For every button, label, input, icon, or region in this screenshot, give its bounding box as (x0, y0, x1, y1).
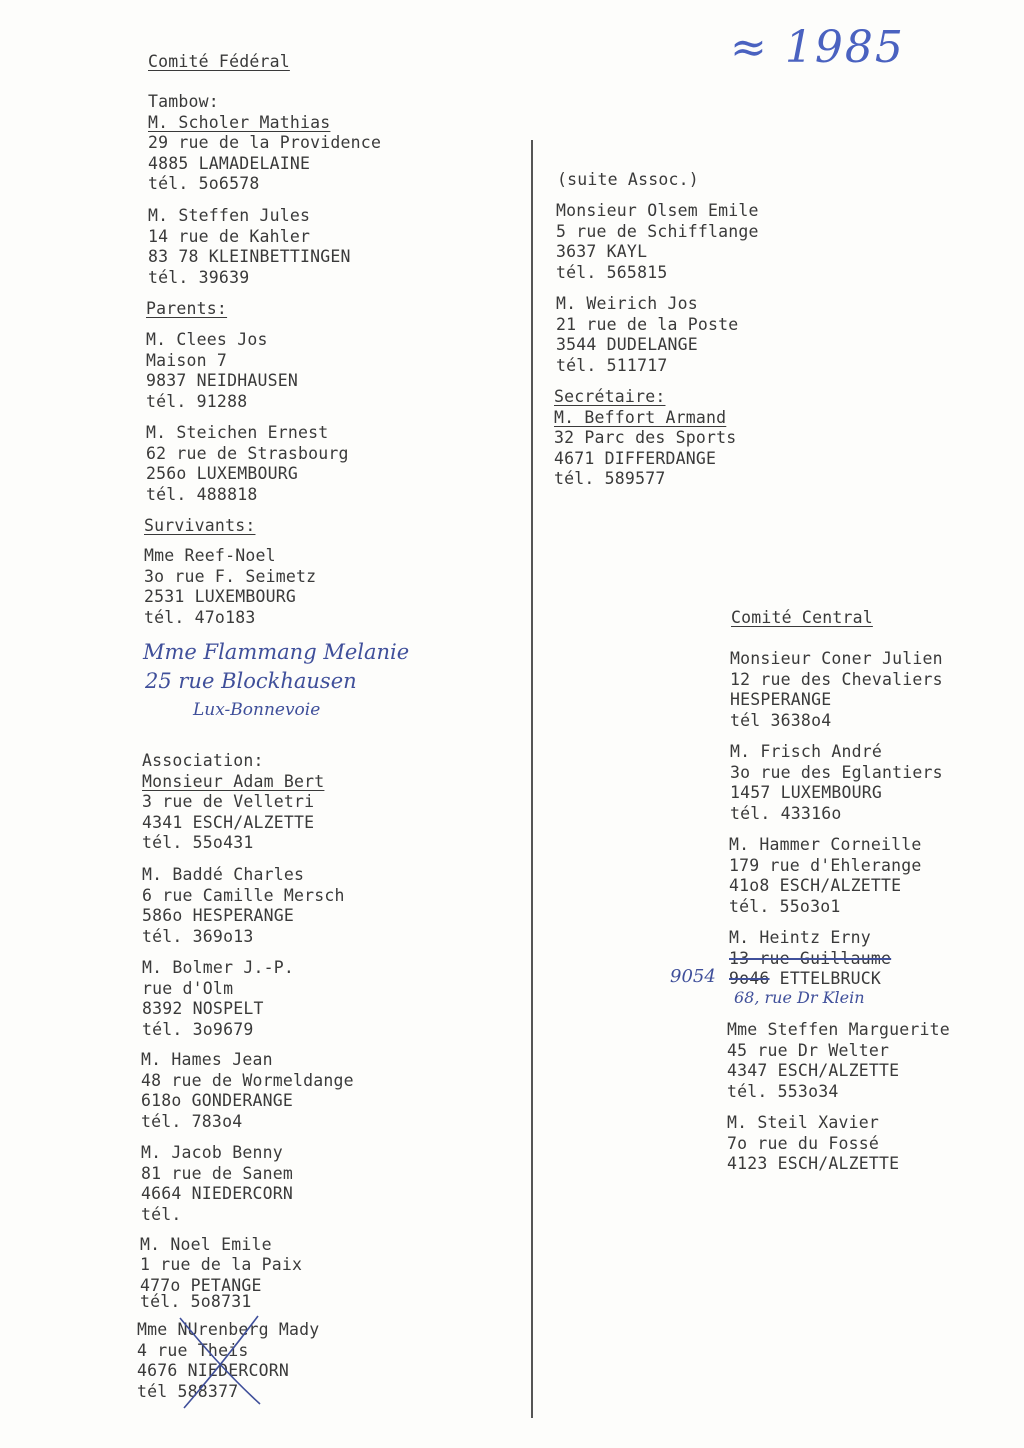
handwritten-street: 68, rue Dr Klein (734, 988, 865, 1007)
handwritten-street: 25 rue Blockhausen (145, 669, 357, 693)
address-entry: M. Steichen Ernest 62 rue de Strasbourg 256o LUXEMBOURG tél. 488818 (146, 423, 349, 504)
address-entry: M. Weirich Jos 21 rue de la Poste 3544 DUDELANGE tél. 511717 (556, 294, 739, 375)
address-entry: M. Bolmer J.-P. rue d'Olm 8392 NOSPELT tél. 3o9679 (142, 958, 295, 1039)
group-label-secretaire: Secrétaire: (554, 387, 666, 406)
address-entry: M. Noel Emile 1 rue de la Paix 477o PETANGE tél. 5o8731 (140, 1235, 303, 1311)
address-entry-crossed: Mme NUrenberg Mady 4 rue Theis 4676 NIEDERCORN tél 588377 (137, 1320, 320, 1401)
entry-phone: tél. 5o6578 (148, 174, 260, 193)
address-entry: Mme Reef-Noel 3o rue F. Seimetz 2531 LUXEMBOURG tél. 47o183 (144, 546, 317, 627)
comite-federal-heading: Comité Fédéral (148, 52, 290, 71)
comite-central-heading: Comité Central (731, 608, 873, 627)
address-entry: M. Steffen Jules 14 rue de Kahler 83 78 KLEINBETTINGEN tél. 39639 (148, 206, 351, 287)
group-label-association: Association: (142, 751, 264, 770)
address-entry: M. Frisch André 3o rue des Eglantiers 1457 LUXEMBOURG tél. 43316o (730, 742, 943, 823)
address-entry: M. Baddé Charles 6 rue Camille Mersch 586o HESPERANGE tél. 369o13 (142, 865, 345, 946)
address-entry: M. Hames Jean 48 rue de Wormeldange 618o GONDERANGE tél. 783o4 (141, 1050, 354, 1131)
handwritten-postcode: 9054 (670, 966, 716, 987)
entry-name: M. Scholer Mathias (148, 112, 331, 132)
handwritten-name: Mme Flammang Melanie (143, 640, 410, 664)
association-section: Association: Monsieur Adam Bert 3 rue de Velletri 4341 ESCH/ALZETTE tél. 55o431 (142, 751, 325, 852)
address-entry: M. Hammer Corneille 179 rue d'Ehlerange 41o8 ESCH/ALZETTE tél. 55o3o1 (729, 835, 922, 916)
handwritten-year: ≈ 1985 (730, 22, 905, 73)
entry-street: 29 rue de la Providence (148, 133, 382, 152)
secretaire-section: Secrétaire: M. Beffort Armand 32 Parc des Sports 4671 DIFFERDANGE tél. 589577 (554, 387, 737, 488)
address-entry: Monsieur Olsem Emile 5 rue de Schifflange 3637 KAYL tél. 565815 (556, 201, 759, 282)
group-label-tambow: Tambow: (148, 92, 219, 111)
tambow-section (148, 92, 381, 195)
suite-assoc-heading: (suite Assoc.) (557, 170, 699, 189)
address-entry: M. Jacob Benny 81 rue de Sanem 4664 NIEDERCORN tél. (141, 1143, 294, 1224)
address-entry: Mme Steffen Marguerite 45 rue Dr Welter 4347 ESCH/ALZETTE tél. 553o34 (727, 1020, 950, 1101)
address-entry: Monsieur Coner Julien 12 rue des Chevaliers HESPERANGE tél 3638o4 (730, 649, 943, 730)
address-entry-corrected: M. Heintz Erny 13 rue Guillaume 9o46 ETTELBRUCK (729, 928, 892, 988)
address-entry: M. Steil Xavier 7o rue du Fossé 4123 ESCH/ALZETTE (727, 1113, 900, 1173)
entry-city: 4885 LAMADELAINE (148, 153, 311, 173)
column-divider (531, 140, 533, 1418)
handwritten-city: Lux-Bonnevoie (193, 700, 321, 720)
group-label-survivants: Survivants: (144, 516, 256, 535)
address-entry: M. Clees Jos Maison 7 9837 NEIDHAUSEN tél. 91288 (146, 330, 299, 411)
group-label-parents: Parents: (146, 299, 228, 318)
